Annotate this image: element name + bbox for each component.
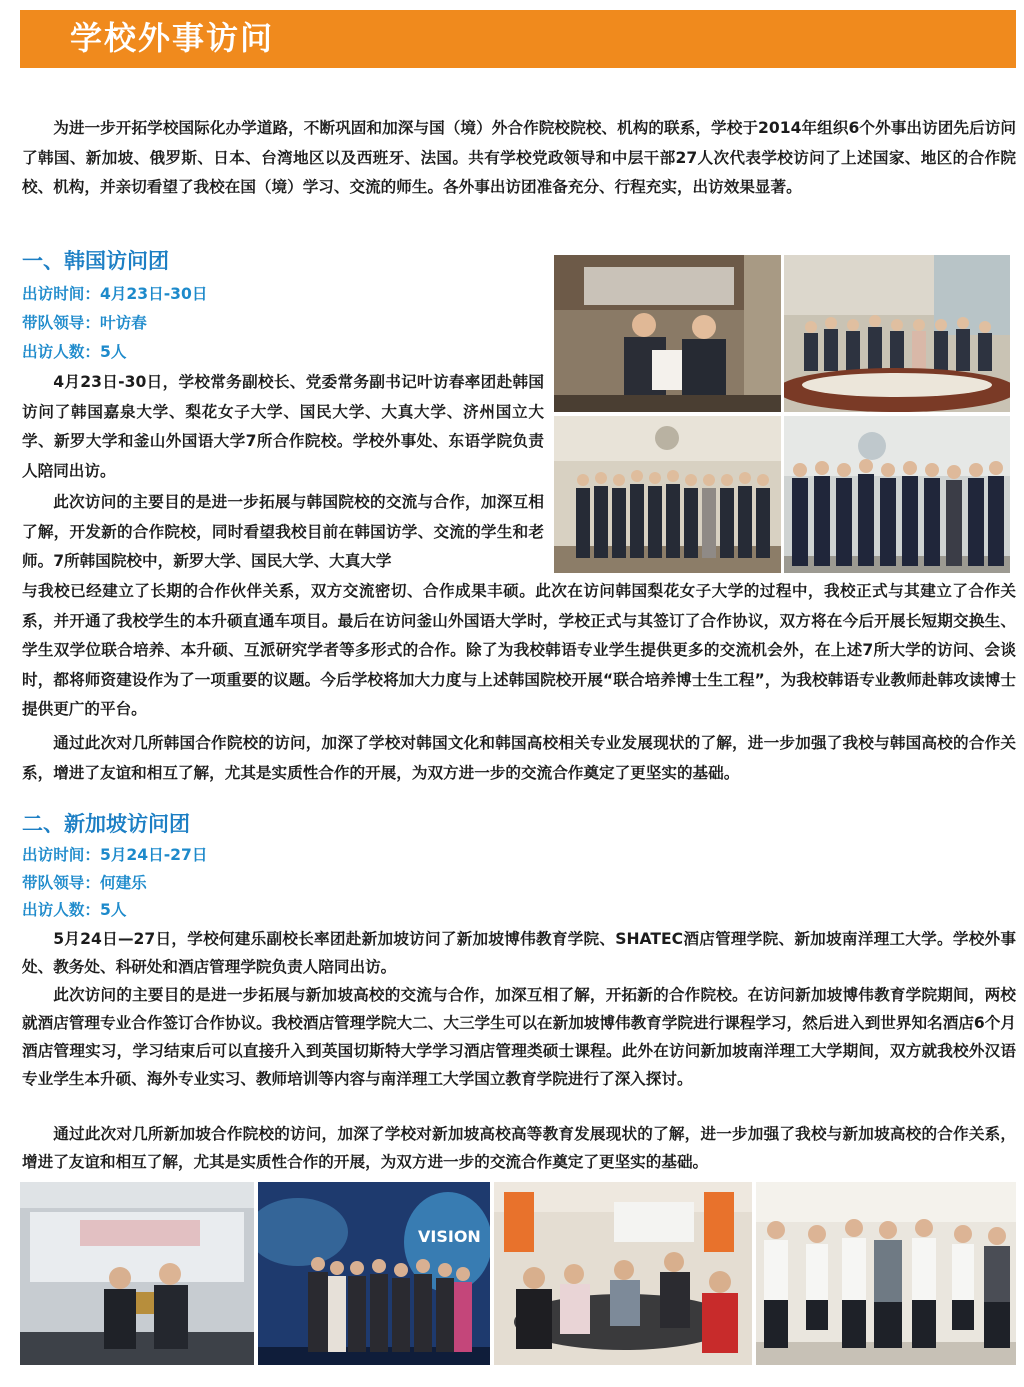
- korea-leader: 带队领导：叶访春: [22, 314, 147, 332]
- singapore-photo-group: [756, 1182, 1016, 1365]
- korea-photo-meeting: [784, 255, 1010, 412]
- singapore-count: 出访人数：5人: [22, 901, 127, 919]
- singapore-photo-vision: [258, 1182, 490, 1365]
- korea-paragraph-2b: 与我校已经建立了长期的合作伙伴关系，双方交流密切、合作成果丰硕。此次在访问韩国梨花女子大学的过程中，我校正式与其建立了合作关系，并开通了我校学生的本升硕直通车项目。最后在访问釜山外国语大学时，学校正式与其签订了合作协议，双方将在今后开展长短期交换生、学生双学位联合培养、本升硕、互派研究学者等多形式的合作。除了为我校韩语专业学生提供更多的交流机会外，在上述7所大学的访问、会谈时，都将师资建设作为了一项重要的议题。今后学校将加大力度与上述韩国院校开展“联合培养博士生工程”，为我校韩语专业教师赴韩攻读博士提供更广的平台。: [22, 582, 1016, 718]
- page-title: 学校外事访问: [70, 19, 275, 57]
- korea-paragraph-1: 4月23日-30日，学校常务副校长、党委常务副书记叶访春率团赴韩国访问了韩国嘉泉大学、梨花女子大学、国民大学、大真大学、济州国立大学、新罗大学和釜山外国语大学7所合作院校。学校外事处、东语学院负责人陪同出访。: [22, 373, 544, 480]
- section-banner: [20, 10, 1016, 68]
- singapore-paragraph-3: 通过此次对几所新加坡合作院校的访问，加深了学校对新加坡高校高等教育发展现状的了解，进一步加强了我校与新加坡高校的合作关系，增进了友谊和相互了解，尤其是实质性合作的开展，为双方进一步的交流合作奠定了更坚实的基础。: [22, 1125, 1016, 1171]
- singapore-time: 出访时间：5月24日-27日: [22, 846, 208, 864]
- korea-heading: 一、韩国访问团: [22, 249, 169, 273]
- korea-photo-signing: [554, 255, 781, 412]
- korea-paragraph-2a: 此次访问的主要目的是进一步拓展与韩国院校的交流与合作，加深互相了解，开发新的合作院校，同时看望我校目前在韩国访学、交流的学生和老师。7所韩国院校中，新罗大学、国民大学、大真大学: [22, 493, 544, 570]
- singapore-leader: 带队领导：何建乐: [22, 874, 147, 892]
- intro-paragraph: 为进一步开拓学校国际化办学道路，不断巩固和加深与国（境）外合作院校院校、机构的联系，学校于2014年组织6个外事出访团先后访问了韩国、新加坡、俄罗斯、日本、台湾地区以及西班牙、法国。共有学校党政领导和中层干部27人次代表学校访问了上述国家、地区的合作院校、机构，并亲切看望了我校在国（境）学习、交流的师生。各外事出访团准备充分、行程充实，出访效果显著。: [22, 119, 1016, 196]
- korea-paragraph-3: 通过此次对几所韩国合作院校的访问，加深了学校对韩国文化和韩国高校相关专业发展现状的了解，进一步加强了我校与韩国高校的合作关系，增进了友谊和相互了解，尤其是实质性合作的开展，为双方进一步的交流合作奠定了更坚实的基础。: [22, 734, 1016, 782]
- singapore-photo-classroom: [494, 1182, 752, 1365]
- korea-time: 出访时间：4月23日-30日: [22, 285, 208, 303]
- singapore-photo-signing: [20, 1182, 254, 1365]
- singapore-heading: 二、新加坡访问团: [22, 812, 190, 836]
- singapore-paragraph-2: 此次访问的主要目的是进一步拓展与新加坡高校的交流与合作，加深互相了解，开拓新的合作院校。在访问新加坡博伟教育学院期间，两校就酒店管理专业合作签订合作协议。我校酒店管理学院大二、大三学生可以在新加坡博伟教育学院进行课程学习，然后进入到世界知名酒店6个月酒店管理实习，学习结束后可以直接升入到英国切斯特大学学习酒店管理类硕士课程。此外在访问新加坡南洋理工大学期间，双方就我校外汉语专业学生本升硕、海外专业实习、教师培训等内容与南洋理工大学国立教育学院进行了深入探讨。: [22, 986, 1016, 1088]
- korea-photo-group-1: [554, 416, 781, 573]
- vision-sign-text: VISION: [418, 1227, 481, 1246]
- korea-photo-group-2: [784, 416, 1010, 573]
- korea-count: 出访人数：5人: [22, 343, 127, 361]
- singapore-paragraph-1: 5月24日—27日，学校何建乐副校长率团赴新加坡访问了新加坡博伟教育学院、SHATEC酒店管理学院、新加坡南洋理工大学。学校外事处、教务处、科研处和酒店管理学院负责人陪同出访。: [22, 930, 1016, 976]
